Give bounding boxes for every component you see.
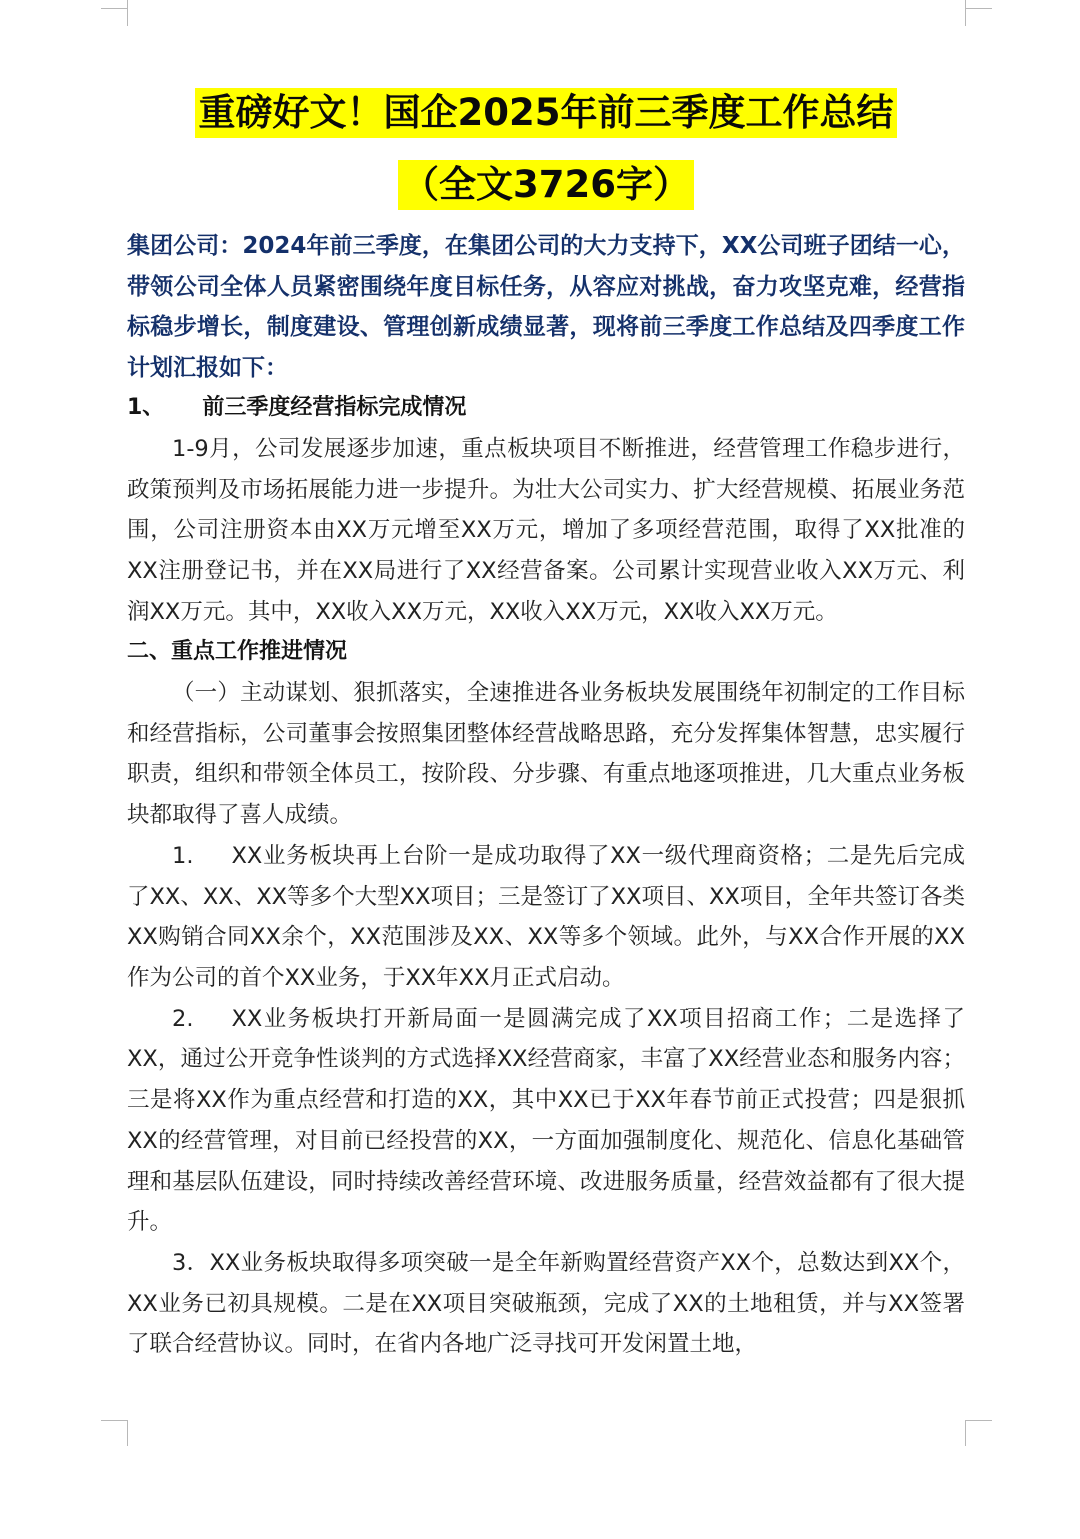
crop-mark-bottom-left-h [101, 1420, 127, 1421]
crop-mark-top-right-h [966, 8, 992, 9]
section-2-sub-1: （一）主动谋划、狠抓落实，全速推进各业务板块发展围绕年初制定的工作目标和经营指标，公司董事会按照集团整体经营战略思路，充分发挥集体智慧，忠实履行职责，组织和带领全体员工，按阶段、分步骤、有重点地逐项推进，几大重点业务板块都取得了喜人成绩。 [127, 680, 965, 829]
document-body [127, 88, 965, 1365]
item-1-text: XX业务板块再上台阶一是成功取得了XX一级代理商资格；二是先后完成了XX、XX、XX等多个大型XX项目；三是签订了XX项目、XX项目，全年共签订各类XX购销合同XX余个，XX范围涉及XX、XX等多个领域。此外，与XX合作开展的XX作为公司的首个XX业务，于XX年XX月正式启动。 [127, 842, 965, 991]
intro-paragraph: 集团公司：2024年前三季度，在集团公司的大力支持下，XX公司班子团结一心，带领公司全体人员紧密围绕年度目标任务，从容应对挑战，奋力攻坚克难，经营指标稳步增长，制度建设、管理创新成绩显著，现将前三季度工作总结及四季度工作计划汇报如下： [127, 233, 965, 381]
section-1-heading [127, 388, 965, 429]
section-1-number: 1、 [127, 395, 165, 421]
document-subtitle: （全文3726字） [398, 160, 694, 210]
title-line-2 [127, 160, 965, 216]
crop-mark-bottom-right-h [966, 1420, 992, 1421]
section-2-item-2 [127, 999, 965, 1243]
section-2-item-1 [127, 836, 965, 999]
section-1-body: 1-9月，公司发展逐步加速，重点板块项目不断推进，经营管理工作稳步进行，政策预判及市场拓展能力进一步提升。为壮大公司实力、扩大经营规模、拓展业务范围，公司注册资本由XX万元增至XX万元，增加了多项经营范围，取得了XX批准的XX注册登记书，并在XX局进行了XX经营备案。公司累计实现营业收入XX万元、利润XX万元。其中，XX收入XX万元，XX收入XX万元，XX收入XX万元。 [127, 435, 965, 625]
section-2-item-3: 3．XX业务板块取得多项突破一是全年新购置经营资产XX个，总数达到XX个，XX业务已初具规模。二是在XX项目突破瓶颈，完成了XX的土地租赁，并与XX签署了联合经营协议。同时，在省内各地广泛寻找可开发闲置土地， [127, 1249, 965, 1358]
item-2-number: 2. [172, 1005, 194, 1032]
title-line-1 [127, 88, 965, 146]
section-2-heading: 二、重点工作推进情况 [127, 639, 348, 665]
crop-mark-top-left-h [101, 8, 127, 9]
section-1-title: 前三季度经营指标完成情况 [202, 395, 467, 421]
crop-mark-bottom-left [127, 1420, 128, 1446]
item-2-text: XX业务板块打开新局面一是圆满完成了XX项目招商工作；二是选择了XX，通过公开竞争性谈判的方式选择XX经营商家，丰富了XX经营业态和服务内容；三是将XX作为重点经营和打造的XX，其中XX已于XX年春节前正式投营；四是狠抓XX的经营管理，对目前已经投营的XX，一方面加强制度化、规范化、信息化基础管理和基层队伍建设，同时持续改善经营环境、改进服务质量，经营效益都有了很大提升。 [127, 1005, 965, 1236]
document-title: 重磅好文！国企2025年前三季度工作总结 [195, 88, 898, 138]
crop-mark-top-right [965, 0, 966, 26]
crop-mark-top-left [127, 0, 128, 26]
item-1-number: 1. [172, 842, 194, 869]
crop-mark-bottom-right [965, 1420, 966, 1446]
